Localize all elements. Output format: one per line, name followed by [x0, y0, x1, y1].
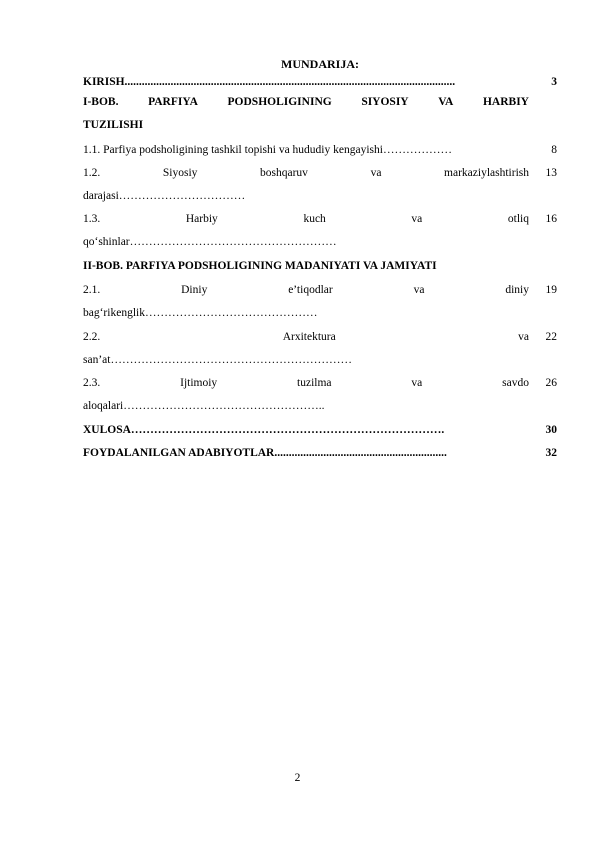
word: otliq	[507, 213, 529, 225]
toc-entry-line-2: bag‘rikenglik………………………………………	[83, 307, 318, 319]
word: 2.2.	[83, 331, 101, 343]
toc-entry-line-1	[83, 372, 529, 395]
toc-page-number: 32	[545, 447, 557, 459]
toc-page-number: 26	[545, 377, 557, 389]
toc-chapter-1[interactable]	[83, 91, 557, 137]
word: 2.1.	[83, 284, 101, 296]
word: savdo	[502, 377, 529, 389]
chapter-title-line: II-BOB. PARFIYA PODSHOLIGINING MADANIYATI VA JAMIYATI	[83, 260, 437, 272]
word: boshqaruv	[260, 167, 308, 179]
toc-entry-text: XULOSA……………………………………………………………………….	[83, 424, 445, 436]
toc-page-number: 16	[545, 213, 557, 225]
toc-entry-line-1	[83, 162, 529, 185]
chapter-title-line-2: TUZILISHI	[83, 119, 144, 131]
toc-entry-1-2[interactable]	[83, 162, 557, 208]
toc-entry-1-1[interactable]	[83, 139, 557, 162]
word: HARBIY	[482, 96, 529, 108]
word: SIYOSIY	[361, 96, 409, 108]
word: Arxitektura	[282, 331, 336, 343]
toc-page-number: 8	[551, 144, 557, 156]
word: Diniy	[181, 284, 208, 296]
word: va	[413, 284, 425, 296]
word: 1.3.	[83, 213, 101, 225]
toc-page-number: 3	[551, 76, 557, 88]
toc-page-number: 19	[545, 284, 557, 296]
toc-title: MUNDARIJA:	[281, 57, 359, 71]
word: Ijtimoiy	[180, 377, 218, 389]
page-number: 2	[294, 772, 301, 784]
word: PODSHOLIGINING	[227, 96, 332, 108]
word: va	[411, 213, 423, 225]
toc-entry-line-1	[83, 279, 529, 302]
toc-page-number: 13	[545, 167, 557, 179]
word: markaziylashtirish	[444, 167, 529, 179]
word: 2.3.	[83, 377, 101, 389]
toc-entry-2-3[interactable]	[83, 372, 557, 418]
toc-entry-line-2: aloqalari……………………………………………..	[83, 400, 325, 412]
toc-entry-adabiyotlar[interactable]	[83, 442, 557, 465]
word: Harbiy	[185, 213, 218, 225]
toc-page-number: 22	[545, 331, 557, 343]
word: va	[370, 167, 382, 179]
toc-entry-xulosa[interactable]	[83, 419, 557, 442]
toc-entry-line-1	[83, 208, 529, 231]
toc-entry-line-1	[83, 326, 529, 349]
word: va	[518, 331, 529, 343]
toc-entry-text: FOYDALANILGAN ADABIYOTLAR............................................................	[83, 447, 447, 459]
word: tuzilma	[297, 377, 332, 389]
toc-entry-text: 1.1. Parfiya podsholigining tashkil topishi va hududiy kengayishi………………	[83, 144, 452, 156]
word: diniy	[505, 284, 529, 296]
toc-chapter-2[interactable]	[83, 255, 557, 278]
toc-page-number: 30	[545, 424, 557, 436]
toc-entry-2-1[interactable]	[83, 279, 557, 325]
word: kuch	[303, 213, 326, 225]
word: 1.2.	[83, 167, 101, 179]
toc-entry-line-2: darajasi……………………………	[83, 190, 246, 202]
toc-entry-line-2: qo‘shinlar………………………………………………	[83, 236, 337, 248]
word: VA	[438, 96, 454, 108]
word: va	[411, 377, 423, 389]
word: I-BOB.	[83, 96, 119, 108]
chapter-title-line	[83, 91, 529, 114]
toc-entry-1-3[interactable]	[83, 208, 557, 254]
toc-entry-line-2: san’at………………………………………………………	[83, 354, 352, 366]
word: Siyosiy	[162, 167, 198, 179]
word: e’tiqodlar	[288, 284, 333, 296]
word: PARFIYA	[148, 96, 198, 108]
toc-entry-2-2[interactable]	[83, 326, 557, 372]
toc-entry-text: KIRISH...................................................................................................................	[83, 76, 456, 88]
